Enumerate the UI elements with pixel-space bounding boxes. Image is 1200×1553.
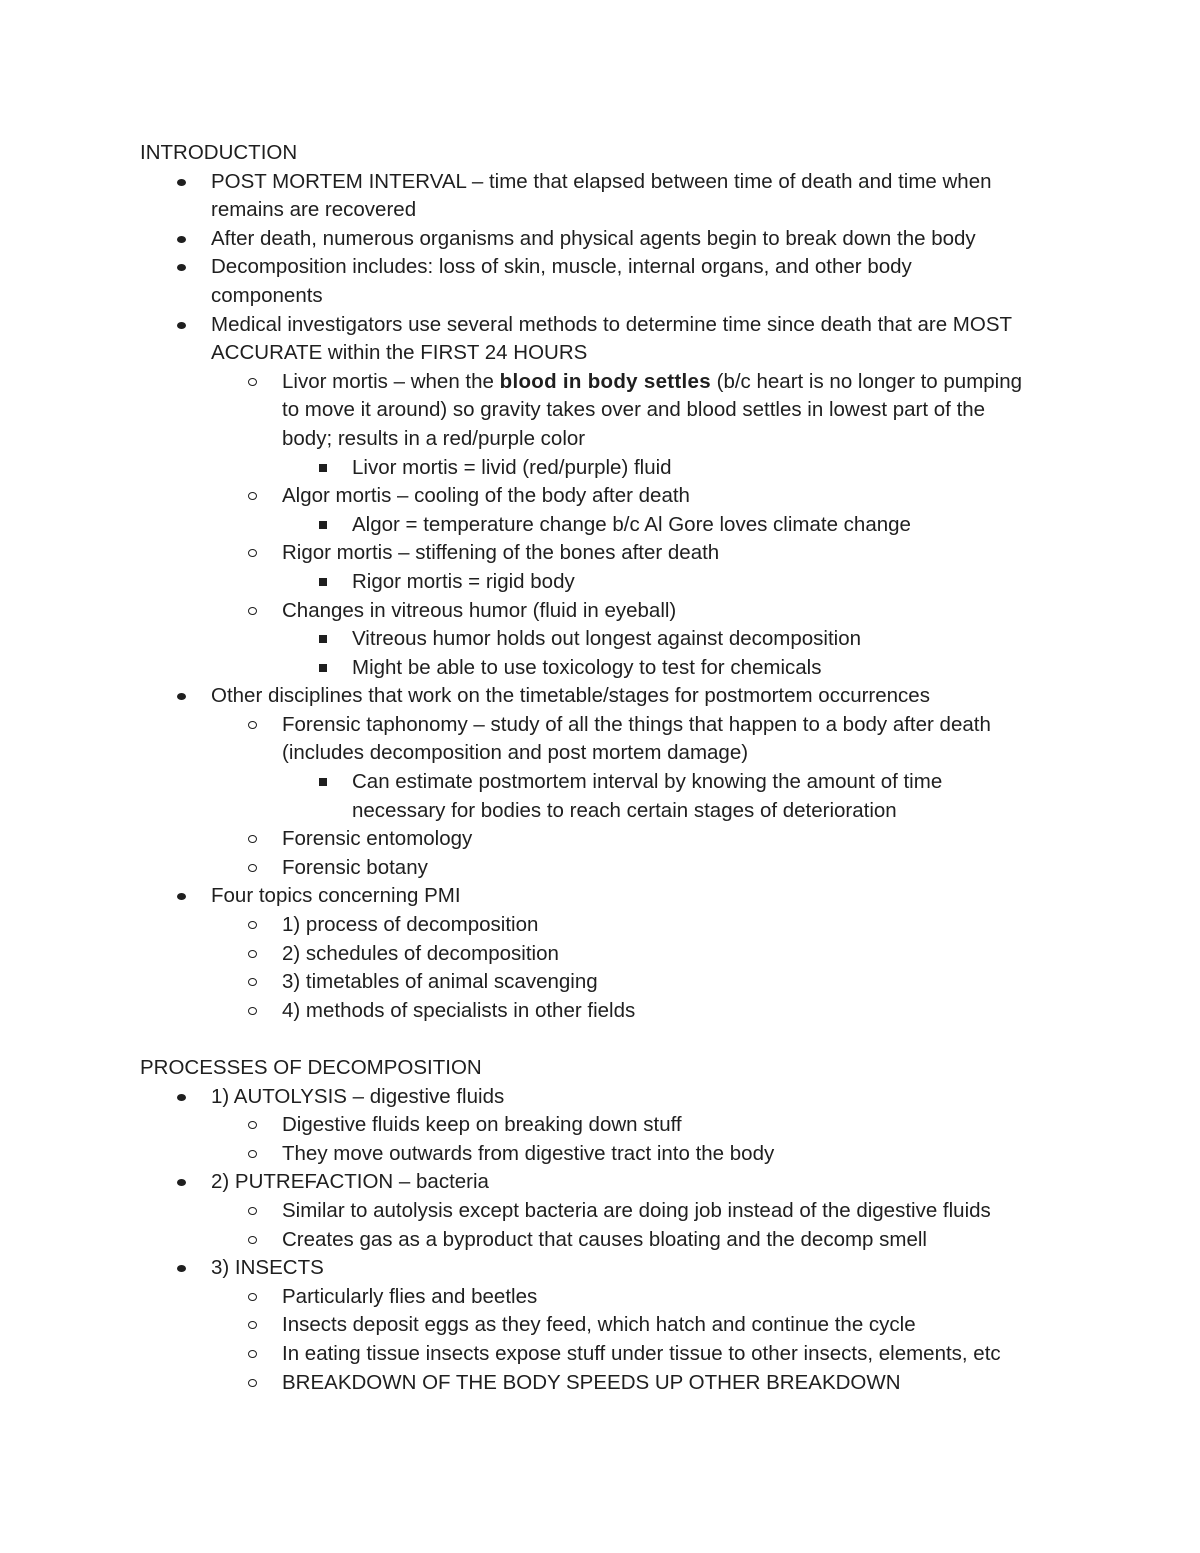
- circle-bullet-icon: [248, 1293, 257, 1301]
- list-item: [0, 625, 1200, 654]
- list-item-text: body; results in a red/purple color: [282, 426, 586, 450]
- livor-text-end: (b/c heart is no longer to pumping: [710, 369, 1023, 393]
- list-item-text: ACCURATE within the FIRST 24 HOURS: [211, 341, 588, 365]
- list-item: [0, 1197, 1200, 1226]
- list-item-text: BREAKDOWN OF THE BODY SPEEDS UP OTHER BREAKDOWN: [282, 1370, 901, 1394]
- list-item-text: Similar to autolysis except bacteria are doing job instead of the digestive fluids: [282, 1198, 991, 1222]
- list-item-continuation: [0, 739, 1200, 768]
- list-item-text: 2) schedules of decomposition: [282, 941, 559, 965]
- list-item: [0, 1254, 1200, 1283]
- list-item-text: Creates gas as a byproduct that causes bloating and the decomp smell: [282, 1227, 927, 1251]
- list-item: [0, 454, 1200, 483]
- list-item: [0, 882, 1200, 911]
- disc-bullet-icon: [177, 264, 186, 271]
- list-item-continuation: [0, 282, 1200, 311]
- list-item-text: (includes decomposition and post mortem damage): [282, 741, 749, 765]
- list-item-continuation: [0, 396, 1200, 425]
- list-item: [0, 168, 1200, 197]
- document-body: [0, 139, 1200, 1397]
- list-item: [0, 568, 1200, 597]
- disc-bullet-icon: [177, 1179, 186, 1186]
- list-item-text: 3) INSECTS: [211, 1256, 324, 1280]
- list-item: [0, 225, 1200, 254]
- list-item: [0, 1168, 1200, 1197]
- list-item: [0, 1340, 1200, 1369]
- list-item: [0, 1311, 1200, 1340]
- list-item: [0, 1140, 1200, 1169]
- list-item: [0, 1283, 1200, 1312]
- list-item-text: Forensic taphonomy – study of all the things that happen to a body after death: [282, 712, 991, 736]
- list-item-text: 3) timetables of animal scavenging: [282, 970, 598, 994]
- list-item-text: Insects deposit eggs as they feed, which hatch and continue the cycle: [282, 1313, 916, 1337]
- list-item: [0, 682, 1200, 711]
- list-item-text: 4) methods of specialists in other fields: [282, 998, 636, 1022]
- list-item: [0, 539, 1200, 568]
- list-item: [0, 711, 1200, 740]
- circle-bullet-icon: [248, 1207, 257, 1215]
- square-bullet-icon: [319, 464, 327, 472]
- list-item-text: Forensic entomology: [282, 827, 473, 851]
- circle-bullet-icon: [248, 835, 257, 843]
- list-item: [0, 597, 1200, 626]
- list-item-text: necessary for bodies to reach certain stages of deterioration: [352, 798, 897, 822]
- list-item: [0, 253, 1200, 282]
- disc-bullet-icon: [177, 693, 186, 700]
- section-heading-processes: PROCESSES OF DECOMPOSITION: [140, 1056, 482, 1079]
- list-item: [0, 482, 1200, 511]
- disc-bullet-icon: [177, 1094, 186, 1101]
- list-item-text: Four topics concerning PMI: [211, 884, 461, 908]
- list-item-text: components: [211, 283, 323, 307]
- bold-emphasis: blood in body settles: [499, 369, 711, 393]
- list-item-continuation: [0, 797, 1200, 826]
- list-item-text: Other disciplines that work on the timetable/stages for postmortem occurrences: [211, 684, 930, 708]
- list-item-text: Might be able to use toxicology to test for chemicals: [352, 655, 822, 679]
- list-item-text: They move outwards from digestive tract into the body: [282, 1141, 775, 1165]
- circle-bullet-icon: [248, 864, 257, 872]
- circle-bullet-icon: [248, 1321, 257, 1329]
- paragraph-spacer: [0, 1025, 1200, 1054]
- circle-bullet-icon: [248, 1121, 257, 1129]
- list-item: [0, 768, 1200, 797]
- list-item-text: to move it around) so gravity takes over and blood settles in lowest part of the: [282, 398, 986, 422]
- list-item: [0, 825, 1200, 854]
- circle-bullet-icon: [248, 607, 257, 615]
- circle-bullet-icon: [248, 978, 257, 986]
- circle-bullet-icon: [248, 492, 257, 500]
- square-bullet-icon: [319, 664, 327, 672]
- list-item-text: Algor mortis – cooling of the body after death: [282, 484, 690, 508]
- list-item-text: Can estimate postmortem interval by knowing the amount of time: [352, 770, 943, 794]
- disc-bullet-icon: [177, 893, 186, 900]
- list-item: [0, 854, 1200, 883]
- circle-bullet-icon: [248, 921, 257, 929]
- list-item: [0, 311, 1200, 340]
- square-bullet-icon: [319, 578, 327, 586]
- list-item: [0, 940, 1200, 969]
- list-item: [0, 968, 1200, 997]
- circle-bullet-icon: [248, 378, 257, 386]
- square-bullet-icon: [319, 778, 327, 786]
- list-item: [0, 1111, 1200, 1140]
- circle-bullet-icon: [248, 950, 257, 958]
- list-item: [0, 1083, 1200, 1112]
- list-item-text: 2) PUTREFACTION – bacteria: [211, 1170, 489, 1194]
- list-item-text: Decomposition includes: loss of skin, muscle, internal organs, and other body: [211, 255, 912, 279]
- list-item: [0, 1369, 1200, 1398]
- circle-bullet-icon: [248, 1350, 257, 1358]
- disc-bullet-icon: [177, 322, 186, 329]
- circle-bullet-icon: [248, 1150, 257, 1158]
- circle-bullet-icon: [248, 721, 257, 729]
- list-item-text: 1) process of decomposition: [282, 913, 539, 937]
- square-bullet-icon: [319, 521, 327, 529]
- circle-bullet-icon: [248, 549, 257, 557]
- list-item-text: POST MORTEM INTERVAL – time that elapsed between time of death and time when: [211, 169, 992, 193]
- list-item-text: Rigor mortis = rigid body: [352, 569, 575, 593]
- section-heading-introduction: INTRODUCTION: [140, 141, 298, 164]
- list-item-text: Vitreous humor holds out longest against decomposition: [352, 627, 862, 651]
- list-item-continuation: [0, 339, 1200, 368]
- circle-bullet-icon: [248, 1007, 257, 1015]
- disc-bullet-icon: [177, 179, 186, 186]
- list-item: [0, 1226, 1200, 1255]
- list-item-continuation: [0, 425, 1200, 454]
- list-item-text: Medical investigators use several methods to determine time since death that are MOST: [211, 312, 1013, 336]
- list-item-text: In eating tissue insects expose stuff under tissue to other insects, elements, etc: [282, 1341, 1001, 1365]
- square-bullet-icon: [319, 635, 327, 643]
- list-item-text: Particularly flies and beetles: [282, 1284, 538, 1308]
- list-item-text: Livor mortis = livid (red/purple) fluid: [352, 455, 672, 479]
- list-item: [0, 511, 1200, 540]
- disc-bullet-icon: [177, 236, 186, 243]
- list-item-text: Algor = temperature change b/c Al Gore loves climate change: [352, 512, 911, 536]
- list-item-text: [282, 368, 1022, 397]
- list-item-text: remains are recovered: [211, 198, 417, 222]
- circle-bullet-icon: [248, 1236, 257, 1244]
- circle-bullet-icon: [248, 1379, 257, 1387]
- list-item: [0, 368, 1200, 397]
- list-item: [0, 654, 1200, 683]
- list-item: [0, 997, 1200, 1026]
- list-item-text: After death, numerous organisms and physical agents begin to break down the body: [211, 226, 976, 250]
- disc-bullet-icon: [177, 1265, 186, 1272]
- list-item-text: Changes in vitreous humor (fluid in eyeball): [282, 598, 677, 622]
- list-item-text: Digestive fluids keep on breaking down stuff: [282, 1113, 682, 1137]
- list-item-continuation: [0, 196, 1200, 225]
- livor-text-start: Livor mortis – when the: [282, 369, 500, 393]
- list-item: [0, 911, 1200, 940]
- list-item-text: Forensic botany: [282, 855, 428, 879]
- list-item-text: 1) AUTOLYSIS – digestive fluids: [211, 1084, 505, 1108]
- list-item-text: Rigor mortis – stiffening of the bones after death: [282, 541, 720, 565]
